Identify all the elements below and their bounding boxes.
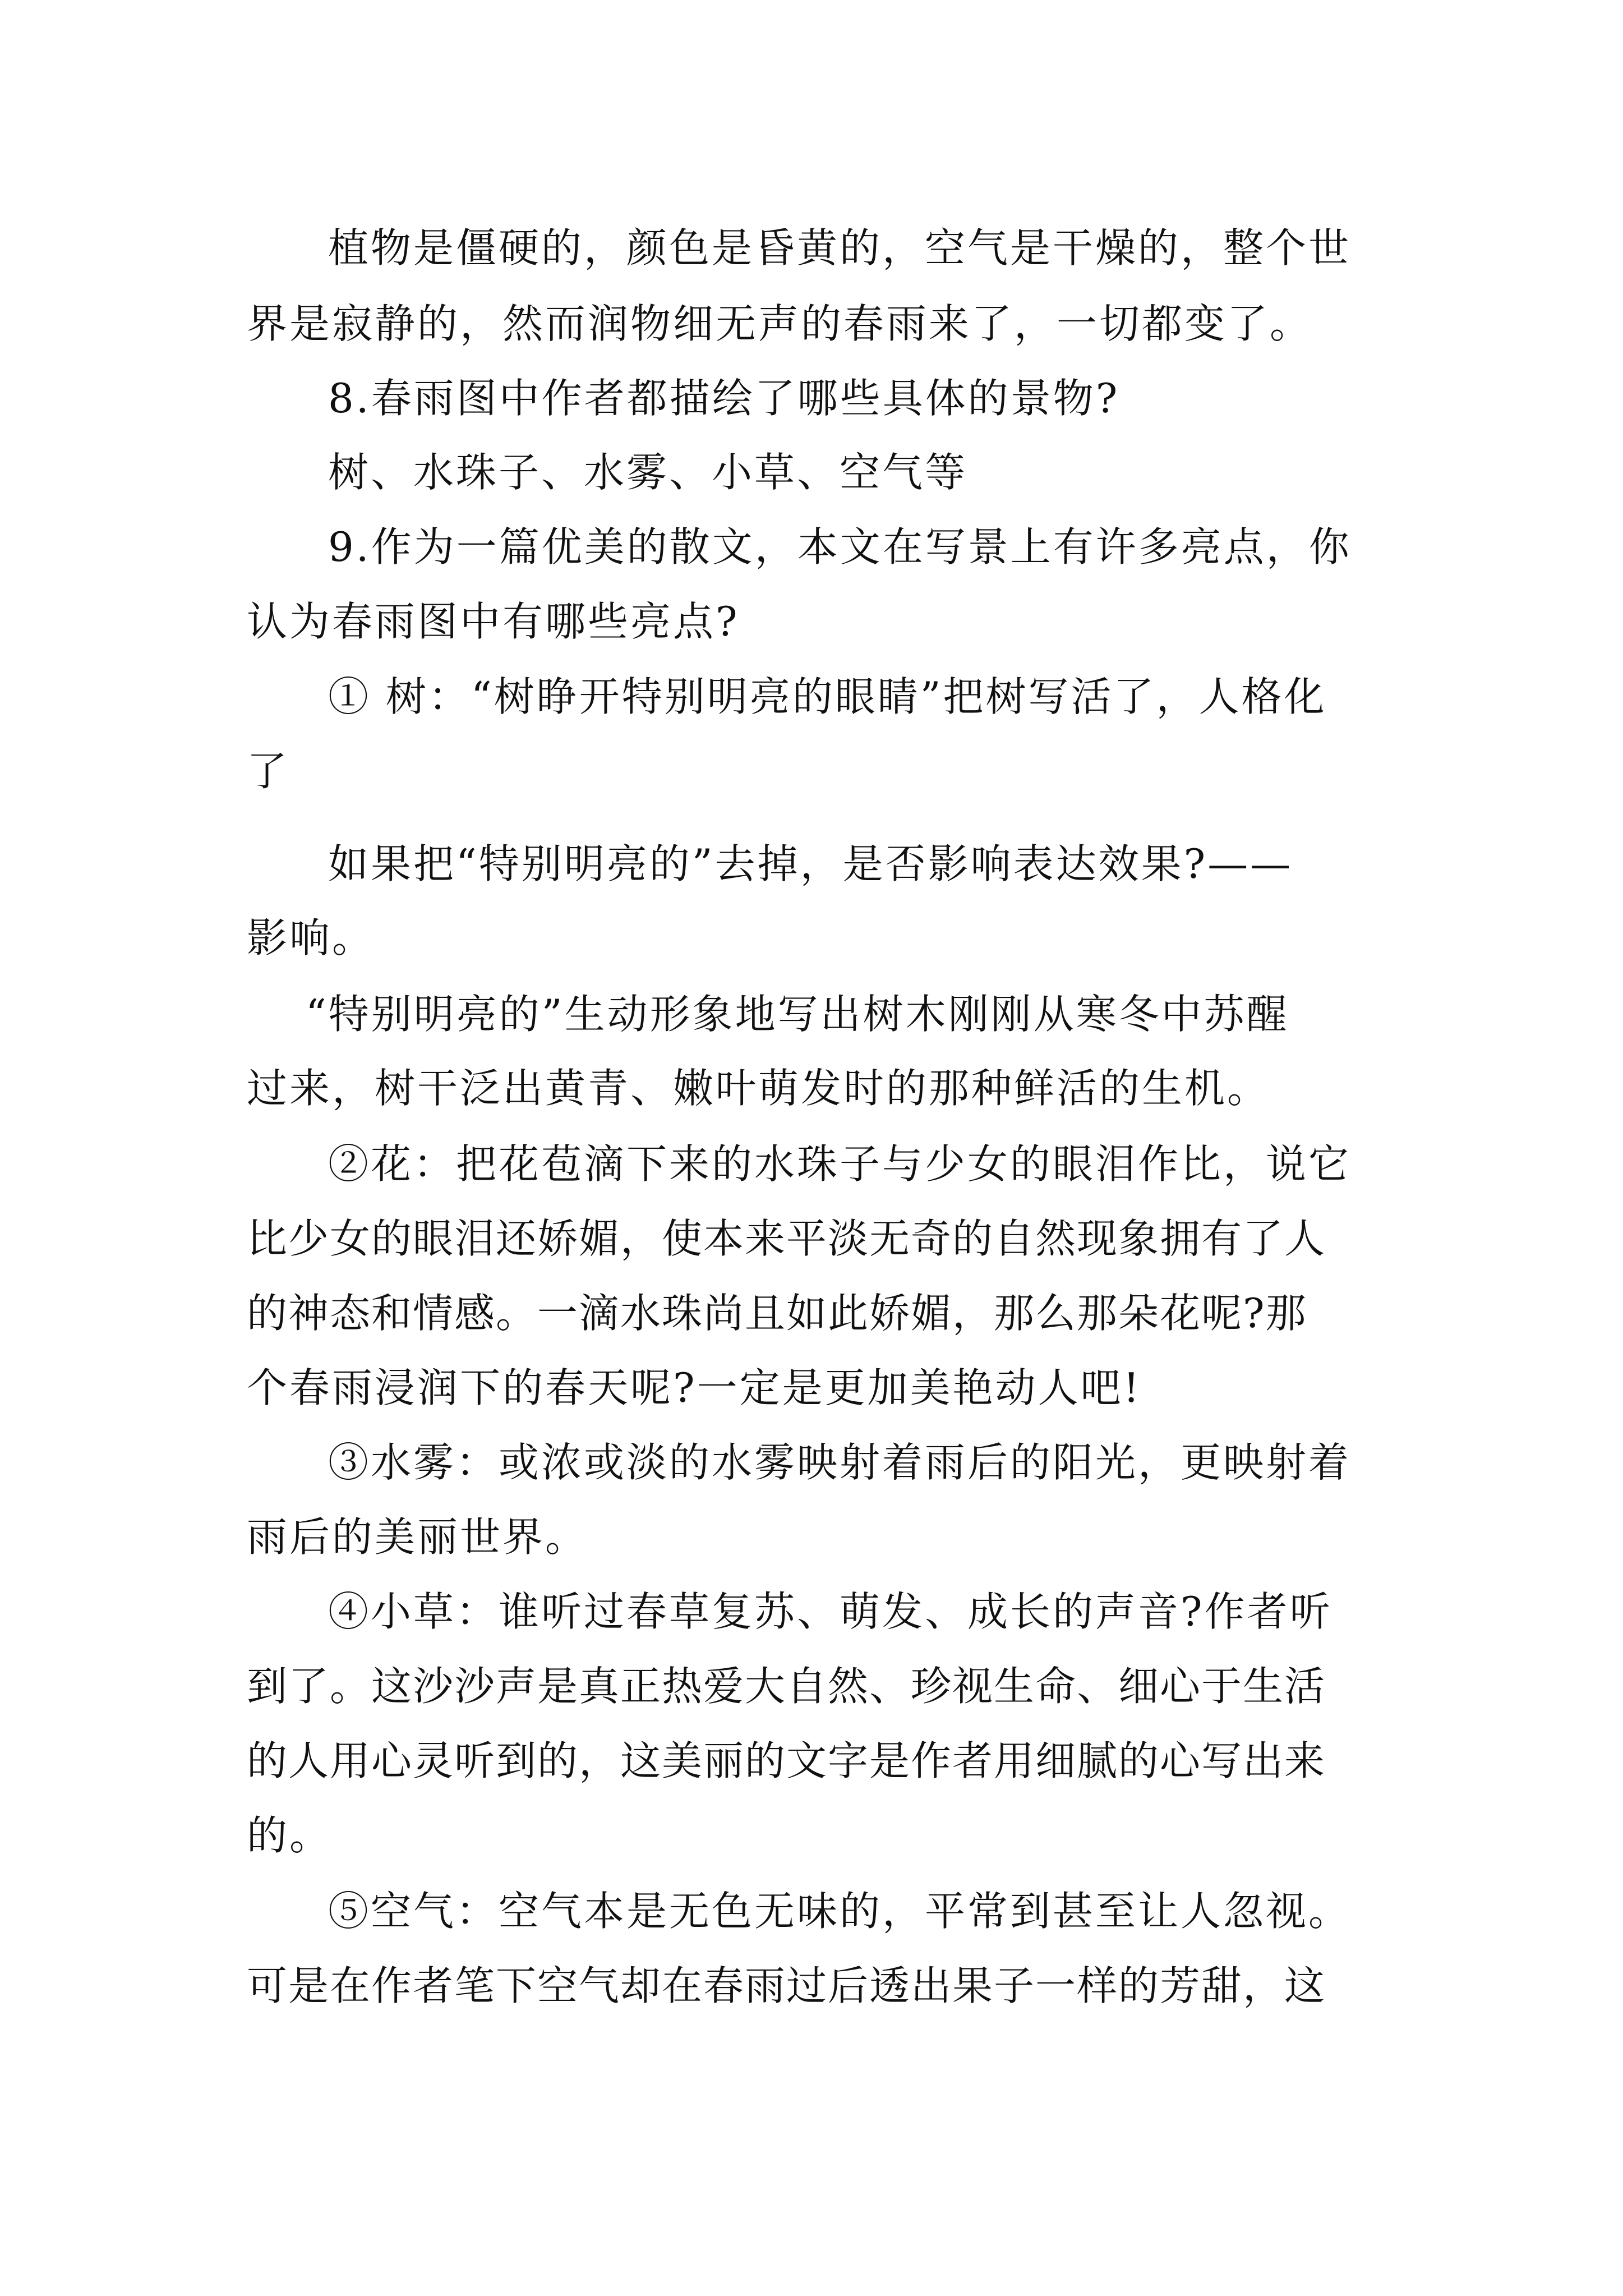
point-3-line-1: ③水雾：或浓或淡的水雾映射着雨后的阳光，更映射着 [328, 1439, 1352, 1486]
point-5-line-2: 可是在作者笔下空气却在春雨过后透出果子一样的芳甜，这 [247, 1962, 1326, 2009]
point-4-line-4: 的。 [247, 1812, 333, 1859]
text-line-1: 植物是僵硬的，颜色是昏黄的，空气是干燥的，整个世 [328, 224, 1352, 272]
point-2-line-1: ②花：把花苞滴下来的水珠子与少女的眼泪作比，说它 [328, 1140, 1352, 1188]
answer-8: 树、水珠子、水雾、小草、空气等 [328, 449, 968, 496]
point-1-explain-line-1: “特别明亮的”生动形象地写出树木刚刚从寒冬中苏醒 [306, 991, 1289, 1038]
point-1-explain-line-2: 过来，树干泛出黄青、嫩叶萌发时的那种鲜活的生机。 [247, 1065, 1270, 1112]
point-2-line-4: 个春雨浸润下的春天呢?一定是更加美艳动人吧! [247, 1364, 1142, 1411]
question-9-line-1: 9.作为一篇优美的散文，本文在写景上有许多亮点，你 [328, 523, 1352, 570]
text-line-2: 界是寂静的，然而润物细无声的春雨来了，一切都变了。 [247, 300, 1313, 347]
point-4-line-2: 到了。这沙沙声是真正热爱大自然、珍视生命、细心于生活 [247, 1663, 1326, 1710]
question-9-line-2: 认为春雨图中有哪些亮点? [247, 598, 740, 645]
point-1-question-line-2: 影响。 [247, 914, 375, 961]
point-5-line-1: ⑤空气：空气本是无色无味的，平常到甚至让人忽视。 [328, 1888, 1352, 1935]
point-2-line-2: 比少女的眼泪还娇媚，使本来平淡无奇的自然现象拥有了人 [247, 1215, 1326, 1262]
point-1-line-1: ① 树：“树睁开特别明亮的眼睛”把树写活了，人格化 [328, 673, 1327, 720]
point-3-line-2: 雨后的美丽世界。 [247, 1513, 588, 1561]
point-1-line-2: 了 [247, 748, 290, 795]
point-2-line-3: 的神态和情感。一滴水珠尚且如此娇媚，那么那朵花呢?那 [247, 1290, 1307, 1337]
point-4-line-1: ④小草：谁听过春草复苏、萌发、成长的声音?作者听 [328, 1588, 1332, 1635]
question-8: 8.春雨图中作者都描绘了哪些具体的景物? [328, 375, 1120, 422]
point-4-line-3: 的人用心灵听到的，这美丽的文字是作者用细腻的心写出来 [247, 1737, 1326, 1784]
point-1-question-line-1: 如果把“特别明亮的”去掉，是否影响表达效果?—— [328, 840, 1293, 887]
